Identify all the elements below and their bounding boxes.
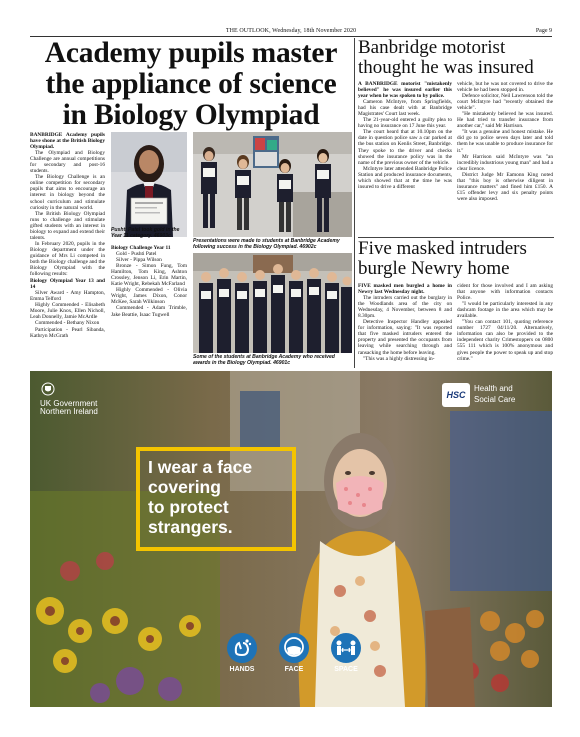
- photo-presentation: [193, 132, 352, 237]
- headline-line: the appliance of science: [45, 68, 337, 100]
- headline-line: Five masked intruders: [358, 238, 527, 259]
- face-covering-advert: [30, 371, 552, 707]
- column-rule: [354, 38, 355, 368]
- masthead: [30, 27, 552, 37]
- message-line: strangers.: [148, 517, 233, 537]
- paragraph: In February 2020, pupils in the Biology department under the guidance of Mrs Li competed in both the Biology challenge and the Biology Olympiad with the following results:: [30, 240, 105, 278]
- space-icon: [331, 633, 361, 663]
- message-line: to protect: [148, 497, 229, 517]
- paragraph: cident for those involved and I am asking that anyone with information contacts Police.: [457, 283, 553, 302]
- caption-presentation: Presentations were made to students at Banbridge Academy following success in the Biology Olympiad. 46902c: [193, 238, 340, 250]
- paragraph: Commended - Adam Trimble, Jake Beattie, Isaac Tugwell: [111, 305, 187, 318]
- paragraph: The British Biology Olympiad runs to challenge and stimulate gifted students with an interest in biology to expand and extend their talents.: [30, 210, 105, 241]
- crest-icon: [40, 381, 56, 397]
- advert-message-box: [136, 447, 296, 551]
- space-item: [328, 633, 364, 673]
- article-1-headline: [30, 38, 352, 131]
- paragraph: Commended - Bethany Nixon: [35, 320, 100, 327]
- paragraph: The court heard that at 10.10pm on the date in question police saw a car parked at the bus station on Kenlis Street, Banbridge. They spoke to the driver and checks showed the insurance policy was in the name of the previous owner of the vehicle.: [358, 129, 452, 166]
- headline-line: Banbridge motorist: [358, 37, 506, 58]
- article-2-column-1: [358, 81, 452, 190]
- message-line: covering: [148, 477, 221, 497]
- paragraph: Mr Harrison said McIntyre was "an incredibly industrious young man" and had a clear licence.: [457, 153, 553, 172]
- uk-government-logo: [40, 381, 140, 416]
- headline-line: thought he was insured: [358, 57, 534, 78]
- paragraph: "It was a genuine and honest mistake. He did go to police seven days later and told them he was unable to produce insurance for it.": [457, 129, 553, 154]
- paragraph: McIntyre later attended Banbridge Police Station and produced insurance documents, which showed that at the time he was insured to drive a different: [358, 165, 452, 190]
- article-1-column-1: [30, 132, 105, 339]
- paragraph: "You can contact 101, quoting reference number 1727 04/11/20. Alternatively, information can also be provided to the independent charity Crimestoppers on 0800 555 111 which is 100% anonymous and gives people the power to speak up and stop crime.": [457, 319, 553, 362]
- paragraph: Participation - Pearl Sibanda, Kathryn McGrath: [30, 326, 105, 339]
- paragraph: FIVE masked men burgled a home in Newry last Wednesday night.: [358, 283, 452, 296]
- paragraph: Detective Inspector Handley appealed for information, saying: "It was reported that five masked intruders entered the property and presented the occupants from leaving while searching through and ransacking the home before leaving.: [358, 319, 452, 356]
- gov-line-2: Northern Ireland: [40, 407, 98, 416]
- paragraph: "He mistakenly believed he was insured. He had tried to transfer insurance from another car," said Mr Harrison.: [457, 111, 553, 130]
- paragraph: Silver - Pippa Wilson: [116, 257, 162, 264]
- article-3-headline: [358, 237, 554, 279]
- paragraph: "I would be particularly interested in any dashcam footage in the area which may be available.: [457, 301, 553, 320]
- paragraph: The intruders carried out the burglary in the Woodlands area of the city on Wednesday, 4 November, between 8 and 8.30pm.: [358, 295, 452, 320]
- masthead-date: THE OUTLOOK, Wednesday, 18th November 2020: [225, 28, 357, 34]
- paragraph: Gold - Pushti Patel: [116, 251, 157, 258]
- article-1-column-2: [111, 244, 187, 318]
- paragraph: Highly Commended - Olivia Wright, James Dixon, Conor McKee, Sarah Wilkinson: [111, 287, 187, 306]
- face-icon: [279, 633, 309, 663]
- subheading: Biology Challenge Year 11: [111, 245, 171, 251]
- article-2-column-2: [457, 81, 553, 202]
- space-label: SPACE: [334, 666, 358, 673]
- hsc-line-2: Social Care: [474, 395, 516, 404]
- headline-line: Academy pupils master: [44, 37, 338, 69]
- paragraph: The 21-year-old entered a guilty plea to having no insurance on 17 June this year.: [358, 117, 452, 130]
- article-2-headline: [358, 38, 554, 78]
- hands-icon: [227, 633, 257, 663]
- face-label: FACE: [284, 666, 304, 673]
- caption-pushti: Pushti Patel took gold in the Year 11 category. 46903c: [111, 227, 180, 239]
- hsc-line-1: Health and: [474, 384, 513, 393]
- subheading: Biology Olympiad Year 13 and 14: [30, 278, 105, 291]
- hsc-logo: [442, 383, 542, 409]
- paragraph: A BANBRIDGE motorist "mistakenly believed" he was insured earlier this year when he was spoken to by police.: [358, 81, 452, 100]
- paragraph: BANBRIDGE Academy pupils have shone at the British Biology Olympiad.: [30, 132, 105, 151]
- paragraph: Silver Award - Amy Hampton, Emma Telford: [30, 290, 105, 303]
- hands-label: HANDS: [229, 666, 255, 673]
- hsc-badge: HSC: [442, 383, 470, 407]
- photo-award-group: [193, 253, 352, 353]
- paragraph: vehicle, but he was not covered to drive the vehicle he had been stopped in.: [457, 81, 553, 94]
- gov-line-1: UK Government: [40, 399, 98, 408]
- hands-item: [224, 633, 260, 673]
- advert-icons: [224, 633, 364, 699]
- paragraph: The Biology Challenge is an online competition for secondary pupils that aims to encourage an interest in biology beyond the school curriculum and stimulate curiosity in the natural world.: [30, 174, 105, 211]
- article-3-column-2: [457, 283, 553, 362]
- photo-pushti-patel: [111, 132, 187, 237]
- paragraph: Highly Commended - Elisabeth Moore, Julie Knox, Ellen Nicholl, Leah Donnelly, Jamie McArdle: [30, 302, 105, 321]
- paragraph: Cameron McIntyre, from Springfields, had his case dealt with at Banbridge Magistrates' Court last week.: [358, 99, 452, 118]
- paragraph: Bronze - Simon Fung, Tom Hamilton, Tom King, Ashton Crossley, Jenson Li, Erin Martin, Katie Wright, Rebekah McFarland: [111, 263, 187, 288]
- article-3-column-1: [358, 283, 452, 362]
- page-number: Page 9: [535, 28, 552, 34]
- paragraph: Defence solicitor, Neil Lawrenson told the court McIntyre had "recently obtained the vehicle".: [457, 93, 553, 112]
- paragraph: "This was a highly distressing in-: [363, 355, 435, 362]
- headline-line: in Biology Olympiad: [62, 99, 320, 131]
- paragraph: District Judge Mr Eamonn King noted that "this boy is otherwise diligent in insurance matters" and fined him £150. A £15 offender levy and six penalty points were also imposed.: [457, 171, 553, 202]
- face-item: [276, 633, 312, 673]
- headline-line: burgle Newry home: [358, 258, 510, 279]
- message-line: I wear a face: [148, 457, 253, 477]
- caption-award-group: Some of the students at Banbridge Academy who received awards in the Biology Olympiad. 46901c: [193, 354, 335, 366]
- paragraph: The Olympiad and Biology Challenge are annual competitions for secondary and post-16 students.: [30, 150, 105, 175]
